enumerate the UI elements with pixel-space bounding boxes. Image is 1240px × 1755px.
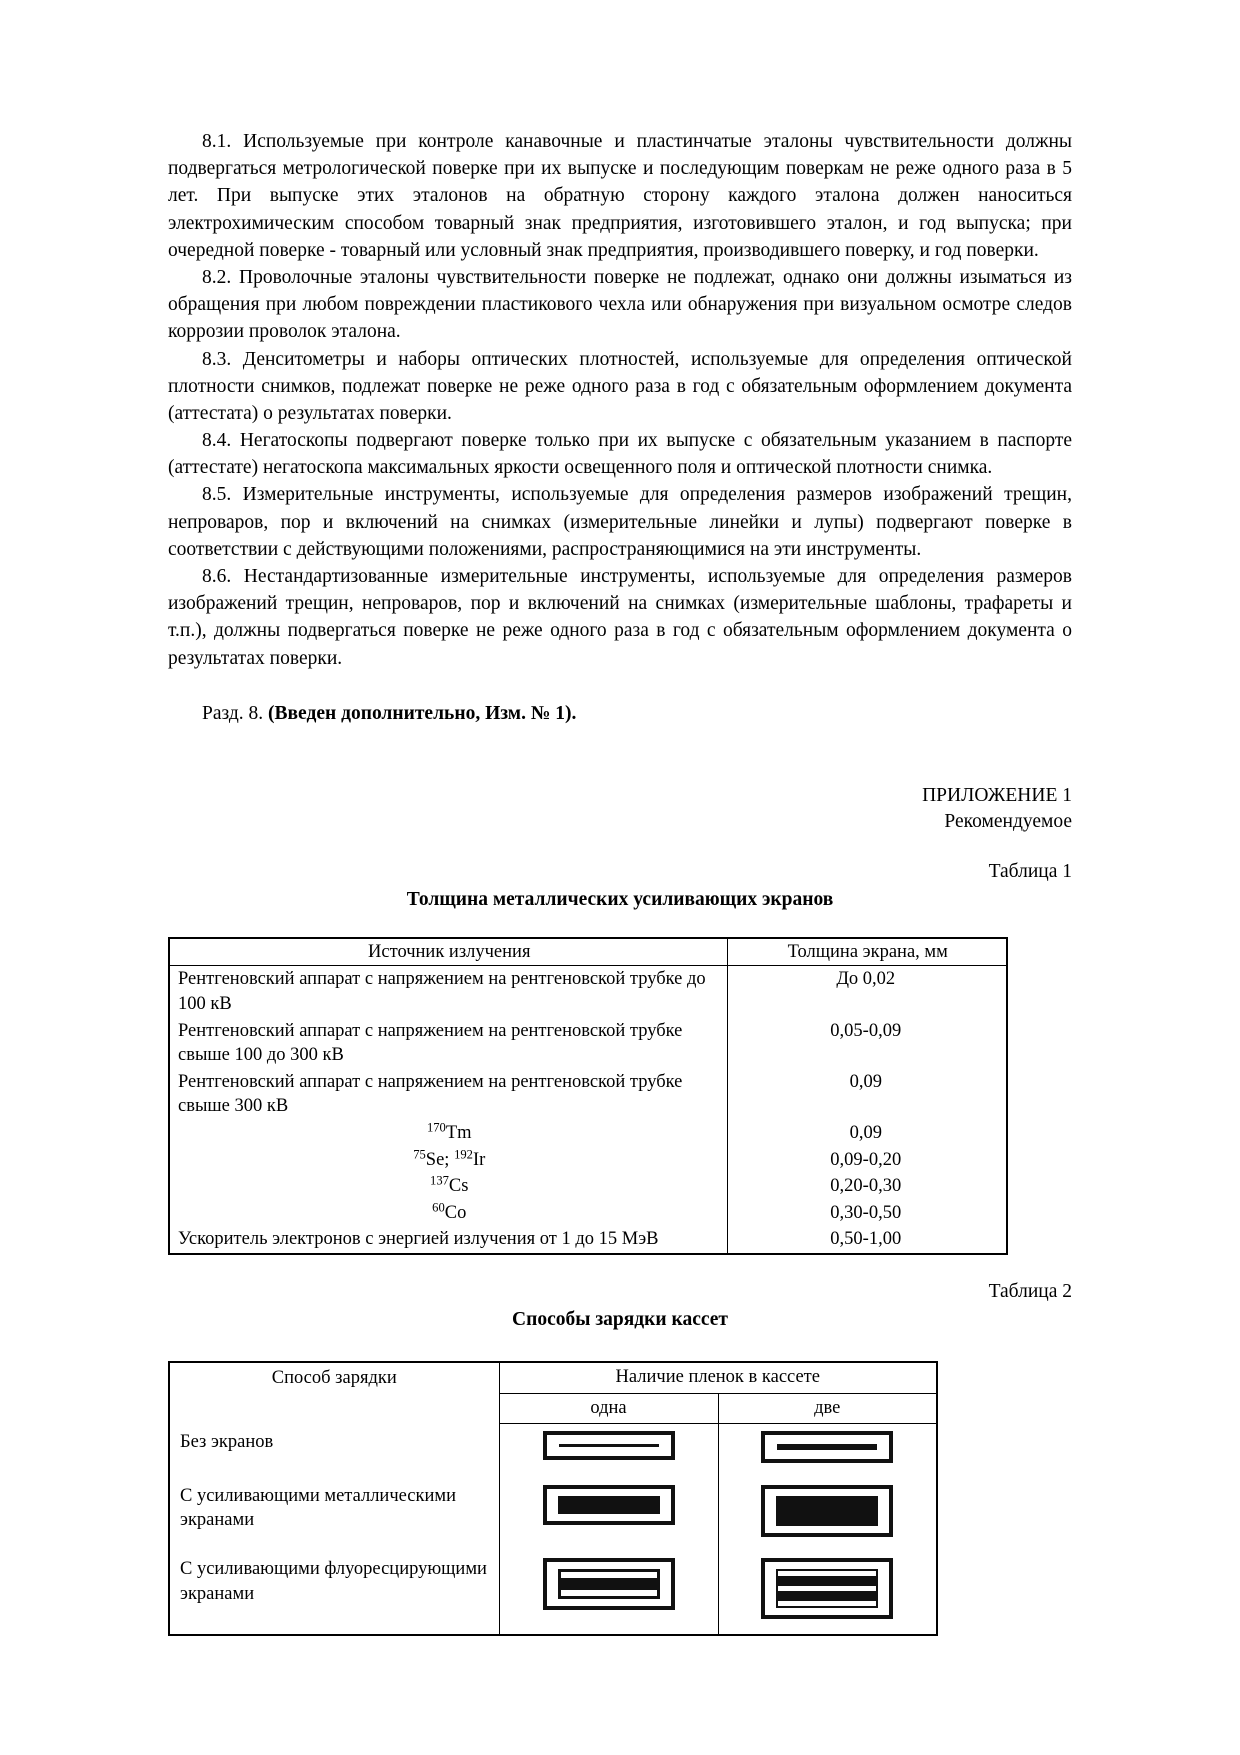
table2-header-one: одна [499,1393,718,1424]
isotope-mass: 137 [430,1173,449,1188]
isotope-symbol: Ir [472,1149,486,1170]
table2-method-label: С усиливающими флуоресцирующими экранами [169,1551,499,1635]
table1-source-isotope [169,1200,727,1227]
table1-source-isotope-pair [169,1147,727,1174]
cassette-diagram-fluor-one [499,1551,718,1635]
section-note-bold: (Введен дополнительно, Изм. № 1). [268,702,577,724]
cassette-diagram-metal-one [499,1478,718,1552]
table2-container [168,1331,1072,1636]
section-note-prefix: Разд. 8. [202,702,269,724]
table1-source-isotope [169,1173,727,1200]
table2-title: Способы зарядки кассет [512,1309,728,1331]
isotope-symbol: Tm [445,1123,472,1144]
isotope-symbol: Co [444,1202,467,1223]
table1-value: 0,30-0,50 [727,1200,1007,1227]
table-cassette-loading [168,1361,938,1636]
paragraph-8-3: 8.3. Денситометры и наборы оптических плотностей, используемые для определения оптической плотности снимков, подлежат поверке не реже одного раза в год с обязательным оформлением документа (аттестата) о результатах поверки. [168,348,1072,424]
table-row-header [169,1362,937,1393]
table1-value: 0,05-0,09 [727,1018,1007,1069]
table-row [169,1018,1007,1069]
table1-value: До 0,02 [727,966,1007,1018]
fluorescent-screen-layer [776,1569,878,1578]
table2-label: Таблица 2 [988,1281,1072,1303]
paragraph-8-2: 8.2. Проволочные эталоны чувствительности поверке не подлежат, однако они должны изыматься из обращения при любом повреждении пластикового чехла или обнаружения при визуальном осмотре следов коррозии проволок эталона. [168,266,1072,343]
table1-value: 0,50-1,00 [727,1226,1007,1254]
cassette-icon [761,1485,893,1537]
cassette-icon [543,1485,675,1525]
table1-source-isotope [169,1120,727,1147]
fluorescent-screen-layer [776,1584,878,1593]
table-row [169,1120,1007,1147]
table-row [169,1551,937,1635]
metal-screen-layer [776,1520,878,1526]
cassette-icon [543,1431,675,1460]
paragraph-8-1: 8.1. Используемые при контроле канавочные и пластинчатые эталоны чувствительности должны подвергаться метрологической поверке при их выпуске и последующим поверкам не реже одного раза в 5 лет. При выпуске этих эталонов на обратную сторону каждого эталона должен наноситься электрохимическим способом товарный знак предприятия, изготовившего эталон, и год выпуска; при очередной поверке - товарный или условный знак предприятия, производившего поверку, и год поверки. [168,131,1072,261]
table1-title: Толщина металлических усиливающих экранов [406,888,834,910]
isotope-mass: 75 [413,1147,426,1162]
table1-container [168,911,1072,1255]
table1-source: Ускоритель электронов с энергией излучения от 1 до 15 МэВ [169,1226,727,1254]
isotope-mass: 170 [426,1120,446,1135]
film-layer [777,1447,877,1450]
isotope-symbol: Cs [448,1176,469,1197]
fluorescent-screen-layer [776,1599,878,1608]
table-row [169,1478,937,1552]
table-row [169,966,1007,1018]
cassette-icon [761,1558,893,1619]
table-row [169,1147,1007,1174]
table2-header-two: две [718,1393,937,1424]
appendix-number: ПРИЛОЖЕНИЕ 1 [922,785,1072,807]
table1-source: Рентгеновский аппарат с напряжением на рентгеновской трубке до 100 кВ [169,966,727,1018]
paragraph-8-4: 8.4. Негатоскопы подвергают поверке только при их выпуске с обязательным указанием в паспорте (аттестате) негатоскопа максимальных яркости освещенного поля и оптической плотности снимка. [168,430,1072,479]
paragraph-8-6: 8.6. Нестандартизованные измерительные инструменты, используемые для определения размеров изображений трещин, непроваров, пор и включений на снимках (измерительные шаблоны, трафареты и т.п.), должны подвергаться поверке не реже одного раза в год с обязательным оформлением документа о результатах поверки. [168,566,1072,669]
paragraph-8-5: 8.5. Измерительные инструменты, используемые для определения размеров изображений трещин, непроваров, пор и включений на снимках (измерительные линейки и лупы) подвергают поверке в соответствии с действующими положениями, распространяющимися на эти инструменты. [168,484,1072,560]
table1-source: Рентгеновский аппарат с напряжением на рентгеновской трубке свыше 300 кВ [169,1069,727,1120]
table1-header-thickness: Толщина экрана, мм [727,938,1007,966]
table1-label: Таблица 1 [988,860,1072,882]
cassette-icon [761,1431,893,1463]
table1-value: 0,20-0,30 [727,1173,1007,1200]
table-row [169,1069,1007,1120]
isotope-symbol: Se; [425,1149,450,1170]
cassette-diagram-two-films [718,1424,937,1478]
appendix-heading [168,727,1072,835]
table-row-header [169,938,1007,966]
table1-value: 0,09-0,20 [727,1147,1007,1174]
table2-method-label: Без экранов [169,1424,499,1478]
table-screen-thickness [168,937,1008,1255]
table2-header-films: Наличие пленок в кассете [499,1362,937,1393]
section-amendment-note [168,672,1072,727]
table2-method-label: С усиливающими металлическими экранами [169,1478,499,1552]
isotope-mass: 60 [432,1200,445,1215]
table1-value: 0,09 [727,1120,1007,1147]
cassette-icon [543,1558,675,1610]
table1-source: Рентгеновский аппарат с напряжением на рентгеновской трубке свыше 100 до 300 кВ [169,1018,727,1069]
table1-value: 0,09 [727,1069,1007,1120]
table-row [169,1173,1007,1200]
cassette-diagram-fluor-two [718,1551,937,1635]
table2-header-method: Способ зарядки [169,1362,499,1424]
cassette-diagram-metal-two [718,1478,937,1552]
table-row [169,1226,1007,1254]
table-row [169,1200,1007,1227]
isotope-mass: 192 [454,1147,473,1162]
metal-screen-layer [558,1508,660,1514]
table1-header-source: Источник излучения [169,938,727,966]
cassette-diagram-one-film [499,1424,718,1478]
fluorescent-screen-layer [558,1587,660,1599]
appendix-kind: Рекомендуемое [944,810,1072,832]
fluorescent-screen-layer [558,1569,660,1581]
table-row [169,1424,937,1478]
film-layer [559,1444,659,1447]
